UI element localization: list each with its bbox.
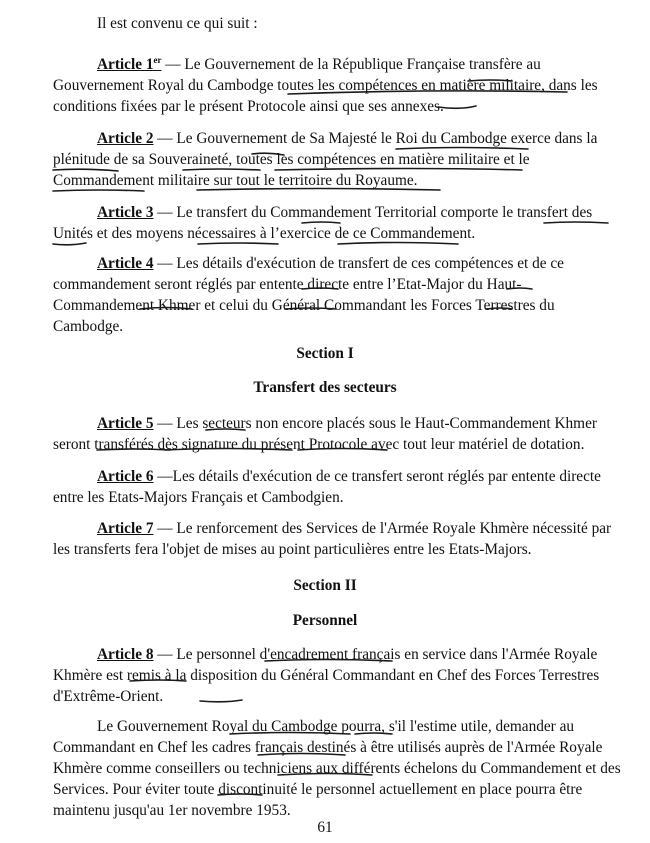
section-2-title: Section II bbox=[293, 577, 357, 594]
article-1 bbox=[53, 54, 621, 117]
article-7-text: — Le renforcement des Services de l'Armée Royale Khmère nécessité par les transferts fera l'objet de mises au point particulières entre les Etats-Majors. bbox=[53, 520, 612, 558]
article-3 bbox=[53, 202, 621, 244]
article-8-label: Article 8 bbox=[97, 646, 154, 663]
article-8 bbox=[53, 644, 621, 707]
closing-paragraph: Le Gouvernement Royal du Cambodge pourra, s'il l'estime utile, demander au Commandant en Chef les cadres français destinés à être utilisés auprès de l'Armée Royale Khmère comme conseillers ou techniciens aux différents échelons du Commandement et des Services. Pour éviter toute discontinuité le personnel actuellement en place pourra être maintenu jusqu'au 1er novembre 1953. bbox=[53, 718, 621, 819]
article-2-label: Article 2 bbox=[97, 130, 154, 147]
article-1-label: Article 1er bbox=[97, 54, 162, 73]
article-2 bbox=[53, 128, 621, 191]
article-4-text: — Les détails d'exécution de transfert de ces compétences et de ce commandement seront réglés par entente directe entre l’Etat-Major du Haut-Commandement Khmer et celui du Général Commandant les Forces Terrestres du Cambodge. bbox=[53, 255, 564, 335]
article-2-text: — Le Gouvernement de Sa Majesté le Roi du Cambodge exerce dans la plénitude de sa Souveraineté, toutes les compétences en matière militaire et le Commandement militaire sur tout le territoire du Royaume. bbox=[53, 130, 598, 189]
intro-text: Il est convenu ce qui suit : bbox=[97, 15, 258, 32]
article-6-text: —Les détails d'exécution de ce transfert seront réglés par entente directe entre les Etats-Majors Français et Cambodgien. bbox=[53, 468, 601, 506]
page-number: 61 bbox=[317, 819, 333, 836]
article-8-text: — Le personnel d'encadrement français en service dans l'Armée Royale Khmère est remis à la disposition du Général Commandant en Chef des Forces Terrestres d'Extrême-Orient. bbox=[53, 646, 600, 705]
article-5 bbox=[53, 413, 621, 455]
article-5-label: Article 5 bbox=[97, 415, 154, 432]
section-2-subtitle: Personnel bbox=[292, 612, 358, 629]
article-4 bbox=[53, 253, 621, 337]
section-1-title: Section I bbox=[296, 345, 354, 362]
article-7-label: Article 7 bbox=[97, 520, 154, 537]
article-7 bbox=[53, 518, 621, 560]
article-6-label: Article 6 bbox=[97, 468, 154, 485]
article-5-text: — Les secteurs non encore placés sous le Haut-Commandement Khmer seront transférés dès signature du présent Protocole avec tout leur matériel de dotation. bbox=[53, 415, 597, 453]
section-1-subtitle: Transfert des secteurs bbox=[253, 379, 397, 396]
article-6 bbox=[53, 466, 621, 508]
article-3-label: Article 3 bbox=[97, 204, 154, 221]
article-1-text: — Le Gouvernement de la République Française transfère au Gouvernement Royal du Cambodge toutes les compétences en matière militaire, dans les conditions fixées par le présent Protocole ainsi que ses annexes. bbox=[53, 56, 598, 115]
article-4-label: Article 4 bbox=[97, 255, 154, 272]
article-3-text: — Le transfert du Commandement Territorial comporte le transfert des Unités et des moyens nécessaires à l’exercice de ce Commandement. bbox=[53, 204, 593, 242]
